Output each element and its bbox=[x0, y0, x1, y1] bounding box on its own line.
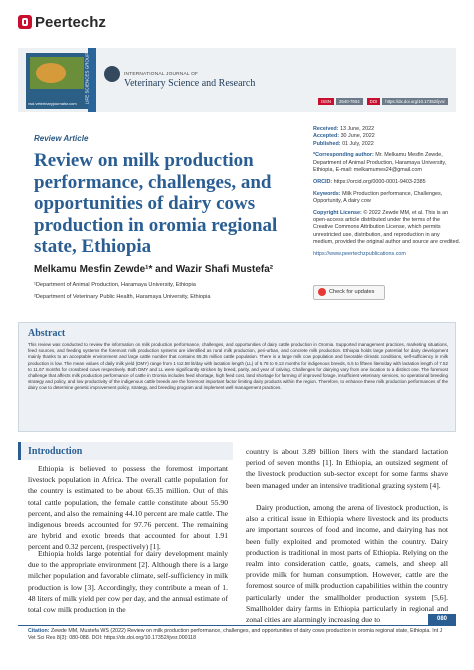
citation bbox=[28, 628, 448, 642]
page-number: 080 bbox=[428, 614, 456, 625]
keywords-label: Keywords: bbox=[313, 190, 341, 197]
side-group-label: LIFE SCIENCES GROUP bbox=[84, 52, 90, 105]
journal-title: Veterinary Science and Research bbox=[124, 78, 256, 89]
peertechz-logo-icon bbox=[18, 15, 32, 29]
publisher-logo[interactable] bbox=[18, 14, 106, 31]
article-info-panel bbox=[313, 126, 461, 262]
publisher-name: Peertechz bbox=[35, 14, 106, 31]
check-for-updates-button[interactable] bbox=[313, 285, 385, 300]
cover-cow-shape bbox=[36, 63, 66, 83]
copyright-label: Copyright License: bbox=[313, 209, 362, 216]
corresponding-text[interactable]: Mr. Melkamu Mesfin Zewde, Department of Animal Production, Haramaya University, Ethiopia, E-mail: melkamumes24@gmail.com bbox=[313, 152, 447, 173]
article-title: Review on milk production performance, challenges, and opportunities of dairy cows production in oromia regional state, Ethiopia bbox=[34, 150, 278, 257]
affiliation-1: ¹Department of Animal Production, Haramaya University, Ethiopia bbox=[34, 282, 196, 288]
accepted-date: 30 June, 2022 bbox=[340, 133, 375, 140]
intro-heading: Introduction bbox=[28, 446, 83, 457]
orcid-label: ORCID: bbox=[313, 178, 333, 185]
doi-link[interactable]: https://dx.doi.org/10.17352/ijvsr bbox=[382, 98, 448, 105]
copyright-text: © 2022 Zewde MM, et al. This is an open-access article distributed under the terms of the Creative Commons Attribution License, which permits unrestricted use, distribution, and reproduction in any medium, provided the original author and source are credited. bbox=[313, 209, 461, 245]
issn-value: 2640-7604 bbox=[336, 98, 363, 105]
copyright bbox=[313, 210, 461, 246]
corresponding-label: *Corresponding author: bbox=[313, 152, 374, 159]
abstract-heading: Abstract bbox=[28, 328, 66, 339]
article-authors: Melkamu Mesfin Zewde¹* and Wazir Shafi Mustefa² bbox=[34, 264, 274, 275]
check-updates-label: Check for updates bbox=[329, 289, 375, 295]
citation-label: Citation: bbox=[28, 628, 50, 634]
doi-label: DOI bbox=[367, 98, 381, 105]
footer-divider bbox=[18, 625, 456, 626]
intro-paragraph-2: Ethiopia holds large potential for dairy development mainly due to the appropriate environment [2]. Although there is a large milcher population and favorable climate, self-sufficiency in milk production is low [3]. Accordingly, they contribute a mean of 1. 48 liters of milk yield per cow per day, and the annual estimate of total cow milk production in the bbox=[28, 549, 228, 615]
orcid bbox=[313, 179, 461, 186]
orcid-link[interactable]: https://orcid.org/0000-0001-9403-2385 bbox=[333, 178, 426, 185]
keywords bbox=[313, 191, 461, 206]
journal-emblem-icon bbox=[104, 66, 120, 82]
received-date: 13 June, 2022 bbox=[339, 126, 375, 132]
article-type: Review Article bbox=[34, 134, 89, 143]
journal-prefix: INTERNATIONAL JOURNAL OF bbox=[124, 72, 199, 77]
issn-doi-bar bbox=[318, 98, 452, 106]
received-label: Received: bbox=[313, 126, 339, 132]
cover-url: vsd.veterinaryjournalsr.com bbox=[28, 101, 77, 106]
intro-paragraph-1: Ethiopia is believed to possess the foremost important livestock population in Africa. The overall cattle population for the country is estimated to be about 65.35 million. Out of this total cattle population, the female cattle constitute about 55.90 percent, and also the remaining 44.10 percent are male cattle. The indigenous breeds accounted for 97.76 percent. The remaining are hybrid and exotic breeds that accounted for about 1.91 percent and 0.32 percent, (respectively) [1]. bbox=[28, 464, 228, 552]
crossmark-icon bbox=[318, 288, 326, 296]
right-column-paragraph-2: Dairy production, among the arena of livestock production, is also a critical issue in Ethiopia where livestock and its products are important sources of food and income, and dairying has not been fully exploited and promoted within the country. Dairy production is traditional in most parts of Ethiopia. Relying on the realm into consideration cattle, goats, camels, and sheep all provide milk for human consumption. However, cattle are the foremost source of milk production capabilities within the country particularly under the smallholder production system [5,6]. Smallholder dairy farms in Ethiopia particularly in regional and zonal cities are alarmingly increasing due to bbox=[246, 503, 448, 625]
published-date: 01 July, 2022 bbox=[342, 140, 374, 147]
keywords-text: Milk Production performance, Challenges, Opportunity, A dairy cow bbox=[313, 190, 443, 204]
accepted-label: Accepted: bbox=[313, 133, 340, 140]
issn-label: ISSN bbox=[318, 98, 334, 105]
affiliation-2: ²Department of Veterinary Public Health, Haramaya University, Ethiopia bbox=[34, 294, 211, 300]
website-link[interactable]: https://www.peertechzpublications.com bbox=[313, 250, 406, 257]
dates bbox=[313, 126, 461, 148]
right-column-paragraph-1: country is about 3.89 billion liters with the standard lactation period of seven months [1]. In Ethiopia, an outsized segment of the livestock production sub-sector except for some farms shave been managed under an intensive traditional grazing system [4]. bbox=[246, 447, 448, 490]
side-group-strip bbox=[84, 48, 96, 112]
published-label: Published: bbox=[313, 140, 341, 147]
citation-text: Zewde MM, Mustefa WS (2022) Review on milk production performance, challenges, and opportunities of dairy cows production in oromia regional state, Ethiopia. Int J Vet Sci Res 8(3): 080-088. DOI: https://dx.doi.org/10.17352/ijvsr.000118 bbox=[28, 628, 443, 642]
journal-cover-image bbox=[26, 53, 88, 109]
abstract-text: This review was conducted to review the information on milk production performance, challenges, and opportunities of dairy cattle production in Oromia. Supported management practices, marketing situations, feed sources, and feeding systems the foremost milk production systems are identified as rural milk production, peri-urban, and concrete milk production. Ethiopia holds large potential for dairy development mainly thanks to an acceptable environment and large cattle number that contains 65.35 million cattle population. There is a large milk cow population and favorable climatic conditions, self-sufficiency in milk production is low. The mean values of daily milk yield (DMY) range from 1 to2.58 lit/day with lactation length (LL) of 6.78 to 9.13 months for indigenous breeds, 6.5 to fifteen liters/day with lactation length of 7.52 to 11.67 months for crossbred cows respectively. Both DMY and LL were significantly stricken by breed, parity, and year of calving. Challenges for dairying vary from one location to a distinct one. The foremost challenge that affects milk production performance of cattle in Oromia includes feed shortage, high feed cost, land shortage for farming of improved forage, insufficient veterinary services, no operational breeding strategy and policy, and low productivity of the indigenous cattle breeds are the foremost important factor limiting dairy products within the region. Therefore, to enhance these milk production performances of the dairy cow to determine genetic improvement policy, strategy, and breeding program and implement well management practices. bbox=[28, 342, 448, 391]
corresponding-author bbox=[313, 152, 461, 174]
